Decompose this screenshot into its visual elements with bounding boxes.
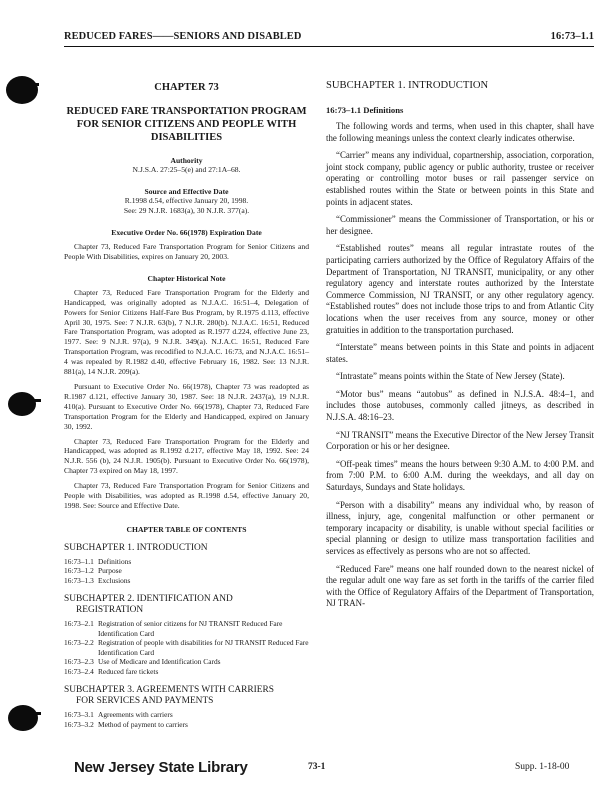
- toc-subchapter-title: SUBCHAPTER 2. IDENTIFICATION AND: [64, 594, 233, 605]
- toc-entry[interactable]: [64, 710, 309, 720]
- punch-hole-bottom: [8, 705, 38, 731]
- toc-entry-number: 16:73–1.1: [64, 556, 94, 566]
- historical-note-paragraph: Chapter 73, Reduced Fare Transportation Program for Senior Citizens and People with Disabilities, was adopted as R.1998 d.54, effective January 20, 1998. See: Source and Effective Date.: [64, 481, 309, 510]
- source-line-2: See: 29 N.J.R. 1683(a), 30 N.J.R. 377(a).: [123, 206, 250, 215]
- chapter-title: REDUCED FARE TRANSPORTATION PROGRAM FOR SENIOR CITIZENS AND PEOPLE WITH DISABILITIES: [66, 106, 307, 143]
- toc-entry[interactable]: [64, 720, 309, 730]
- definition-paragraph: “Off-peak times” means the hours between 9:30 A.M. to 4:00 P.M. and from 7:00 P.M. to 6:00 A.M. during the weekdays, and all day on Saturdays, Sundays and State holidays.: [326, 458, 594, 493]
- source-line-1: R.1998 d.54, effective January 20, 1998.: [124, 196, 249, 205]
- executive-order-text: Chapter 73, Reduced Fare Transportation Program for Senior Citizens and People With Disabilities, expires on January 20, 2003.: [64, 242, 309, 261]
- toc-entry-title: Use of Medicare and Identification Cards: [98, 657, 221, 667]
- toc-entry-title: Purpose: [98, 566, 122, 576]
- library-stamp: New Jersey State Library: [74, 759, 248, 776]
- punch-hole-middle: [8, 392, 36, 416]
- toc-entry-title: Reduced fare tickets: [98, 666, 159, 676]
- toc-heading: CHAPTER TABLE OF CONTENTS: [126, 524, 247, 534]
- toc-subchapter-title: SUBCHAPTER 3. AGREEMENTS WITH CARRIERS: [64, 685, 275, 696]
- toc-entry-number: 16:73–3.1: [64, 710, 94, 720]
- definition-paragraph: “Motor bus” means “autobus” as defined in N.J.S.A. 48:4–1, and includes those autobuses, commonly called jitneys, as described in N.J.S.A. 48:16–23.: [326, 388, 594, 423]
- toc-entry-number: 16:73–1.2: [64, 566, 94, 576]
- definition-paragraph: The following words and terms, when used in this chapter, shall have the following meanings unless the context clearly indicates otherwise.: [326, 121, 594, 143]
- toc-entry-number: 16:73–2.2: [64, 638, 94, 648]
- toc-entry[interactable]: [64, 557, 309, 567]
- supplement-date: Supp. 1-18-00: [515, 762, 570, 772]
- section-heading: 16:73–1.1 Definitions: [326, 105, 404, 115]
- toc-list: [64, 619, 309, 676]
- toc-entry[interactable]: [64, 619, 309, 638]
- toc-entry[interactable]: [64, 576, 309, 586]
- definition-paragraph: “Person with a disability” means any individual who, by reason of illness, injury, age, congenital malfunction or other permanent or temporary incapacity or disability, is unable without special facilities or special planning or design to utilize mass transportation facilities and services as effectively as persons who are not so affected.: [326, 499, 594, 556]
- toc-entry-title: Registration of people with disabilities for NJ TRANSIT Reduced Fare Identification Card: [98, 638, 309, 657]
- authority-text: N.J.S.A. 27:25–5(e) and 27:1A–68.: [132, 165, 241, 174]
- toc-entry-number: 16:73–3.2: [64, 719, 94, 729]
- definition-paragraph: “Commissioner” means the Commissioner of Transportation, or his or her designee.: [326, 214, 594, 236]
- historical-note-paragraph: Pursuant to Executive Order No. 66(1978), Chapter 73 was readopted as R.1987 d.121, effective January 30, 1987. See: 18 N.J.R. 2437(a), 19 N.J.R. 410(a). Pursuant to Executive Order No. 66(1978), Chapter 73, Reduced Fare Transportation Program for the Elderly and Handicapped, expired on January 30, 1992.: [64, 381, 309, 431]
- toc-entry-number: 16:73–2.3: [64, 657, 94, 667]
- definition-paragraph: “Reduced Fare” means one half rounded down to the nearest nickel of the regular adult one way fare as set forth in the tariffs of the carrier filed with the Office of Regulatory Affairs of the Department of Transportation, NJ TRAN-: [326, 563, 594, 609]
- toc-entry-number: 16:73–2.1: [64, 619, 94, 629]
- chapter-number: CHAPTER 73: [154, 82, 219, 93]
- executive-order-label: Executive Order No. 66(1978) Expiration Date: [111, 228, 262, 237]
- toc-subchapter-heading: [64, 543, 309, 554]
- header-section-number: 16:73–1.1: [550, 31, 594, 42]
- toc-entry-title: Definitions: [98, 556, 132, 566]
- toc-entry[interactable]: [64, 657, 309, 667]
- punch-hole-top: [6, 76, 38, 104]
- toc-subchapter-title-cont: FOR SERVICES AND PAYMENTS: [76, 696, 214, 707]
- definition-paragraph: “Carrier” means any individual, copartnership, association, corporation, joint stock company, public agency or public authority, trustee or receiver operating or controlling motor buses or rail passenger service on established routes within the State or between points in this State and points in adjacent states.: [326, 150, 594, 207]
- definition-paragraph: “Intrastate” means points within the State of New Jersey (State).: [336, 371, 565, 382]
- definition-paragraph: “Established routes” means all regular intrastate routes of the participating carriers authorized by the Office of Regulatory Affairs of the Department of Transportation, NJ TRANSIT, municipality, or any other regulatory agency and interstate routes authorized by the Interstate Commerce Commission, NJ TRANSIT, or any other regulatory agency. “Established routes” does not include those trips to and from Atlantic City locations when the user receives from any source, money or other gratuities in addition to the transportation purchased.: [326, 243, 594, 335]
- definition-paragraph: “NJ TRANSIT” means the Executive Director of the New Jersey Transit Corporation or his or her designee.: [326, 429, 594, 452]
- toc-subchapter-title: SUBCHAPTER 1. INTRODUCTION: [64, 542, 208, 553]
- running-header: [64, 31, 594, 47]
- source-label: Source and Effective Date: [144, 187, 229, 196]
- toc-list: [64, 710, 309, 729]
- toc-entry[interactable]: [64, 566, 309, 576]
- historical-note-paragraph: Chapter 73, Reduced Fare Transportation Program for the Elderly and Handicapped, was adopted as R.1992 d.217, effective May 18, 1992. See: 24 N.J.R. 556 (b), 24 N.J.R. 1905(b). Pursuant to Executive Order No. 66(1978), Chapter 73 expired on May 18, 1997.: [64, 436, 309, 476]
- toc-entry-title: Agreements with carriers: [98, 710, 173, 720]
- historical-note-label: Chapter Historical Note: [147, 273, 226, 283]
- authority-label: Authority: [170, 156, 203, 165]
- toc-entry[interactable]: [64, 638, 309, 657]
- toc-entry[interactable]: [64, 667, 309, 677]
- toc-entry-title: Registration of senior citizens for NJ TRANSIT Reduced Fare Identification Card: [98, 619, 283, 638]
- right-column: [326, 76, 594, 610]
- page-number: 73-1: [308, 762, 326, 772]
- toc-subchapter-title-cont: REGISTRATION: [76, 605, 144, 616]
- toc-list: [64, 557, 309, 586]
- header-title: REDUCED FARES——SENIORS AND DISABLED: [64, 31, 302, 42]
- toc-entry-number: 16:73–1.3: [64, 575, 94, 585]
- toc-entry-title: Exclusions: [98, 575, 131, 585]
- toc-subchapter-heading: [64, 685, 309, 707]
- toc-subchapter-heading: [64, 594, 309, 616]
- toc-entry-title: Method of payment to carriers: [98, 719, 188, 729]
- definition-paragraph: “Interstate” means between points in this State and points in adjacent states.: [326, 342, 594, 364]
- left-column: [64, 76, 309, 729]
- historical-note-paragraph: Chapter 73, Reduced Fare Transportation Program for the Elderly and Handicapped, was originally adopted as N.J.A.C. 16:51–4, Delegation of Powers for Senior Citizens Half-Fare Bus Program, by R.1975 d.113, effective April 30, 1975. See: 7 N.J.R. 63(b), 7 N.J.R. 280(b). N.J.A.C. 16:51, Reduced Fare Transportation Program, was adopted as R.1977 d.224, effective June 23, 1977. See: 9 N.J.R. 97(a), 9 N.J.R. 349(a). N.J.A.C. 16:51, Reduced Fare Transportation Program, was recodified to N.J.A.C. 16:73, and N.J.A.C. 16:51–4 was repealed by R.1982 d.40, effective February 16, 1982. See: 13 N.J.R. 881(a), 14 N.J.R. 209(a).: [64, 287, 309, 377]
- subchapter-heading: SUBCHAPTER 1. INTRODUCTION: [326, 80, 489, 91]
- toc-entry-number: 16:73–2.4: [64, 666, 94, 676]
